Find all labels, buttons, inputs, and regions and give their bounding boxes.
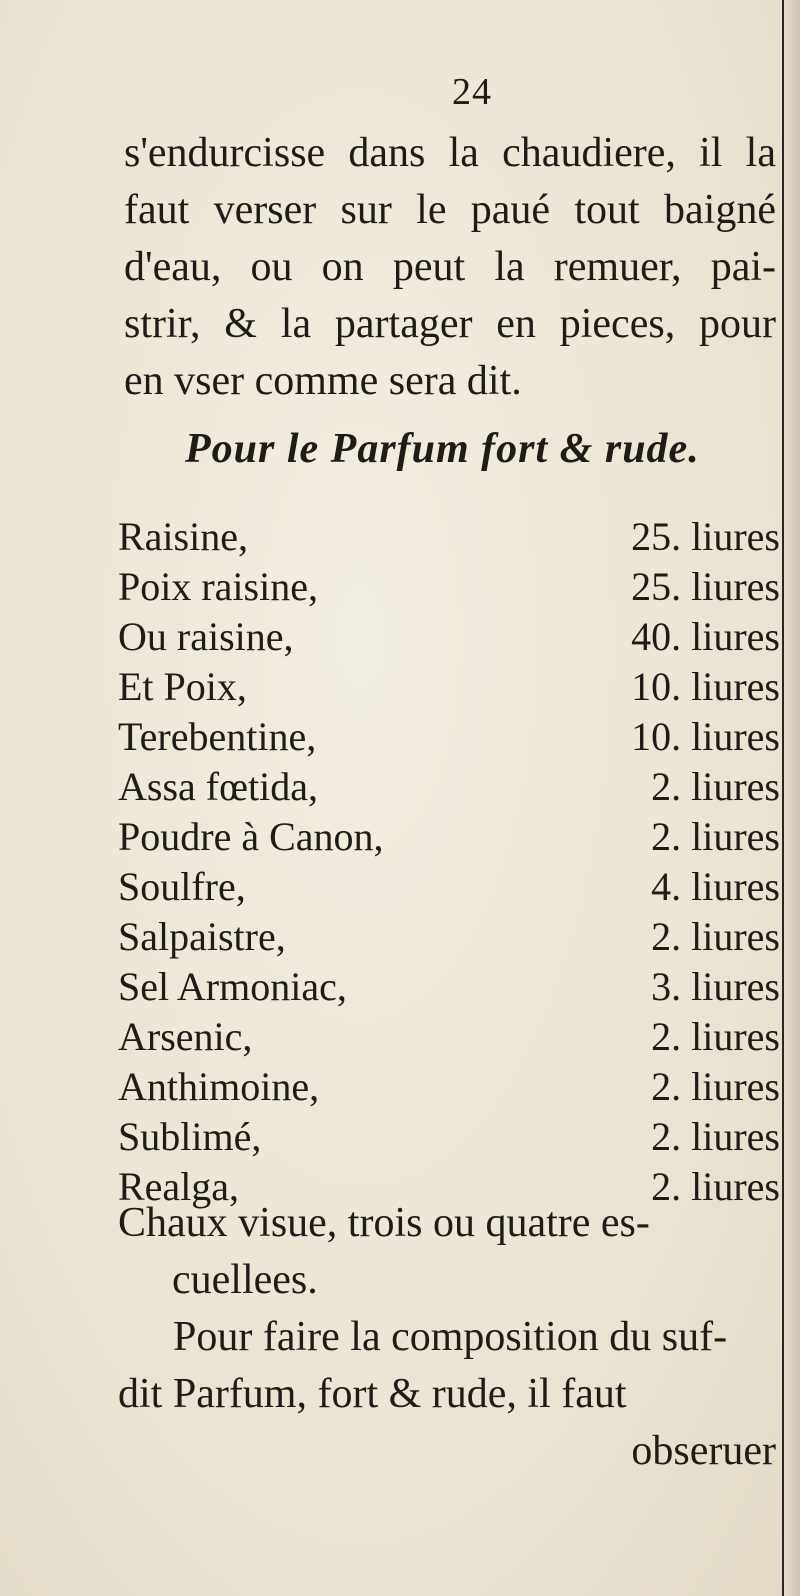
ingredient-name: Poudre à Canon,	[118, 814, 384, 859]
ingredient-row	[118, 1112, 780, 1162]
text-line: Pour faire la composition du suf-	[173, 1314, 728, 1360]
ingredient-row	[118, 1062, 780, 1112]
ingredient-row	[118, 862, 780, 912]
ingredient-amount: 3. liures	[651, 964, 780, 1009]
ingredient-amount: 2. liures	[651, 1014, 780, 1059]
ingredient-row	[118, 912, 780, 962]
ingredient-amount: 2. liures	[651, 1114, 780, 1159]
ingredient-row	[118, 662, 780, 712]
ingredient-amount: 40. liures	[631, 614, 780, 659]
ingredient-row	[118, 1012, 780, 1062]
ingredient-name: Ou raisine,	[118, 614, 294, 659]
text-line: strir, & la partager en pieces, pour	[124, 301, 776, 347]
ingredient-row	[118, 612, 780, 662]
ingredient-amount: 2. liures	[651, 1164, 780, 1209]
ingredient-row	[118, 962, 780, 1012]
ingredient-name: Terebentine,	[118, 714, 317, 759]
ingredient-name: Et Poix,	[118, 664, 247, 709]
ingredient-row	[118, 812, 780, 862]
text-line: d'eau, ou on peut la remuer, pai-	[124, 244, 776, 290]
ingredient-name: Realga,	[118, 1164, 240, 1209]
ingredient-amount: 25. liures	[631, 514, 780, 559]
page-gutter	[782, 0, 800, 1596]
ingredient-amount: 10. liures	[631, 714, 780, 759]
text-line: dit Parfum, fort & rude, il faut	[118, 1371, 627, 1417]
ingredient-name: Sublimé,	[118, 1114, 262, 1159]
ingredient-name: Poix raisine,	[118, 564, 318, 609]
ingredient-name: Arsenic,	[118, 1014, 253, 1059]
text-line: s'endurcisse dans la chaudiere, il la	[124, 130, 776, 176]
closing-paragraph	[118, 1195, 776, 1480]
ingredient-list	[118, 512, 780, 1212]
intro-paragraph	[124, 125, 776, 410]
ingredient-name: Assa fœtida,	[118, 764, 318, 809]
text-line: cuellees.	[172, 1257, 318, 1303]
section-heading: Pour le Parfum fort & rude.	[185, 426, 700, 472]
ingredient-amount: 2. liures	[651, 1064, 780, 1109]
catchword: obseruer	[631, 1428, 776, 1474]
ingredient-amount: 10. liures	[631, 664, 780, 709]
ingredient-row	[118, 712, 780, 762]
ingredient-row	[118, 512, 780, 562]
text-line: Chaux visue, trois ou quatre es-	[118, 1200, 650, 1246]
ingredient-name: Salpaistre,	[118, 914, 286, 959]
ingredient-name: Raisine,	[118, 514, 248, 559]
ingredient-name: Sel Armoniac,	[118, 964, 347, 1009]
page-number: 24	[452, 71, 492, 113]
ingredient-name: Anthimoine,	[118, 1064, 320, 1109]
ingredient-amount: 2. liures	[651, 764, 780, 809]
ingredient-row	[118, 562, 780, 612]
text-line: faut verser sur le paué tout baigné	[124, 187, 776, 233]
ingredient-name: Soulfre,	[118, 864, 246, 909]
ingredient-amount: 2. liures	[651, 814, 780, 859]
ingredient-amount: 2. liures	[651, 914, 780, 959]
ingredient-amount: 4. liures	[651, 864, 780, 909]
ingredient-row	[118, 762, 780, 812]
ingredient-amount: 25. liures	[631, 564, 780, 609]
text-line: en vser comme sera dit.	[124, 358, 522, 404]
